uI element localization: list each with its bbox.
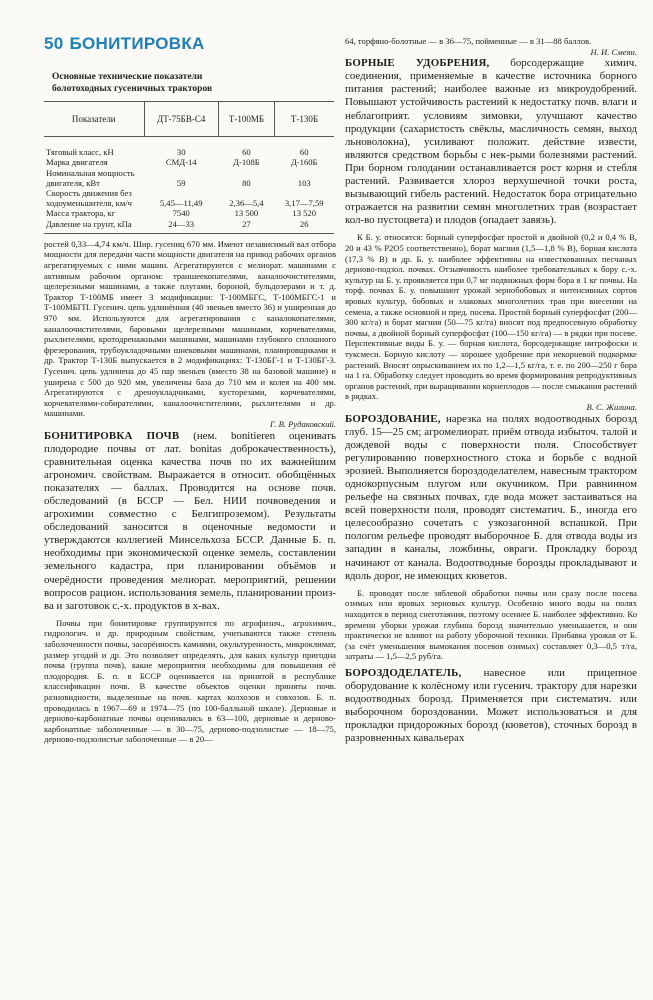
table-cell: Д-108Б (233, 157, 260, 168)
table-cell: 26 (274, 219, 334, 234)
table-cell: Номинальная мощность двигателя, кВт (46, 167, 135, 188)
entry-term: БОНИТИРОВКА ПОЧВ (44, 429, 180, 442)
table-cell: Тяговый класс, кН (46, 147, 114, 158)
table-cell: 60 (242, 147, 251, 158)
entry-term: БОРОЗДОВАНИЕ, (345, 412, 441, 425)
continuation-text: 64, торфяно-болотные — в 36—75, пойменные — в 31—88 баллов. (345, 36, 592, 46)
author-signature: В. С. Жилина. (586, 401, 637, 412)
table-row (44, 157, 334, 167)
table-cell: 24—33 (144, 219, 218, 234)
right-column (345, 36, 637, 745)
table-header-cell: ДТ-75БВ-С4 (144, 102, 218, 137)
entry-term: БОРОЗДОДЕЛАТЕЛЬ, (345, 666, 462, 679)
entry-body: нарезка на полях водоотводных борозд глуб. 15—25 см; агромелиорат. приём отвода избыточ. талой и дождевой воды с поверхности поля. Способствует регулированию поверхностного стока и борьбе с водной эрозией. Выполняется бороздоделателем, навесным трактором однокорпусным плугом или окучником. При равнинном рельефе на связных почвах, где вода может застаиваться на всей поверхности поля, проводят систематич. Б., иногда его целесообразно сочетать с узкозагонной вспашкой. При пологом рельефе проводят выборочное Б. для отвода воды из западин в каналы, ложбины, овраги. Прокладку борозд начинают от канала. Водоотводные борозды прокладывают и вдоль дорог, не имеющих кюветов. (345, 412, 637, 582)
entry-bornye-udobreniya (345, 57, 637, 227)
table-row (44, 219, 334, 234)
entry-body: (нем. bonitieren оценивать плодородие почвы от лат. bonitas доброкачественность), сравнительная оценка качества почв по их важнейшим агрономич. свойствам. Выражается в относит. обобщённых показателях — баллах. Проводится на основе почв. обследований (в БССР — Бел. НИИ почвоведения и агрохимии совместно с Белгипроземом). Результаты обследований заносятся в оценочные ведомости и утверждаются коллегией Минсельхоза БССР. Данные Б. п. необходимы при экономической оценке земель, составлении земельного кадастра, при планировании объёмов и очерёдности проведения мелиорат. мероприятий, решении вопросов рацион. использования земель, планировании произ-ва и заготовок с.-х. продуктов в х-вах. (44, 429, 336, 612)
table-caption (52, 72, 336, 95)
entry-borozdovanie (345, 413, 637, 583)
tractor-continuation: ростей 0,33—4,74 км/ч. Шир. гусениц 670 мм. Имеют независимый вал отбора мощности для передачи части мощности двигателя на привод рабочих органов агрегатируемых с ними машин. Агрегатируются с мелиорат. машинами с активным рабочим органом: траншеекопателями, каналоочистителями, щелерезными машинами, а также плугами, бороной, бульдозерами и т. д. Трактор Т-100МБ имеет 3 модификации: Т-100МБГС, Т-100МБГС-1 и Т-100МБГП. Гусенич. цепь удлинённая (40 звеньев вместо 36) и уширенная до 970 мм. Используются для агрегатирования с каналокопателями, каналоочистителями, баровыми щелерезными машинами, корчевателями, рыхлителями, кротодренажными машинами, машинами глубокого сплошного фрезерования, трубоукладочными шнековыми машинами, планировщиками и др. Трактор Т-130Б выпускается в 2 модификациях: Т-130БГ-1 и Т-130БГ-3. Гусенич. цепь удлинена до 45 пар звеньев (вместо 38 на базовой машине) и уширена с 500 до 920 мм, увеличены база до 710 мм и колея на 400 мм. Агрегатируются с дреноукладчиками, кусторезами, корчевателями, корчевателями-собирателями, каналоочистителями, рыхлителями и др. машинами. (44, 238, 336, 419)
entry-body: борсодержащие химич. соединения, применяемые в качестве источника борного питания растений; наиболее важные из микроудобрений. Повышают устойчивость растений к недостатку почв. влаги и неблагоприят. условиям зимовки, улучшают качество продукции (сахаристость свёклы, масличность семян, выход льноволокна), усиливают положит. действие извести, являются средством борьбы с нек-рыми болезнями растений. При борном голодании останавливается рост корня и стебля растений. Развивается хлороз верхушечной точки роста, вызывающий гибель растений. Недостаток бора отрицательно отражается на развитии семян многолетних трав (возрастает кол-во пустоцвета) и плодов (опадает завязь). (345, 57, 637, 227)
page-number: 50 (44, 34, 64, 53)
table-header-row (44, 102, 334, 137)
table-cell: 80 (242, 177, 251, 188)
entry-term: БОРНЫЕ УДОБРЕНИЯ, (345, 57, 490, 70)
table-cell: Д-160Б (290, 157, 318, 168)
continuation-with-signature (345, 36, 637, 47)
table-caption-line: болотоходных гусеничных тракторов (52, 83, 213, 94)
entry-bornye-details: К Б. у. относятся: борный суперфосфат простой и двойной (0,2 и 0,4 % B, 20 и 43 % P2O5 соответственно), борат магния (1,5—1,8 % B), борная кислота (17,3 % B) и др. Б. у. наиболее эффективны на известкованных песчаных дерново-подзол. почвах. Отзывчивость наиболее требовательных к бору с.-х. культур на Б. у. проявляется при 0,7 мг подвижных форм бора в 1 кг почвы. На торф. почвах Б. у. повышают урожай зернобобовых и интенсивных сортов яровых культур, бобовых и злаковых многолетних трав при внесении на семена, а также основной и пред. посева. Простой борный суперфосфат (200—300 кг/га) и борат магния (50—75 кг/га) вносят под предпосевную обработку почвы, а двойной борный суперфосфат (100—150 кг/га) — в рядки при посеве. Перспективные виды Б. у. — борная кислота, борсодержащие нитрофоски и туксмеси. Борную кислоту — хорошее удобрение при некорневой подкормке растений. Вносят опрыскиванием их по 1,2—1,5 кг/га, т. е. по 200—250 г бора на 1 га. Обработку следует проводить во время формирования репродуктивных органов растений, при выращивании корнеплодов — после смыкания растений в рядках. (345, 232, 637, 402)
table-cell: 13 520 (292, 208, 317, 219)
left-column (44, 72, 336, 745)
table-cell: 13 500 (234, 208, 259, 219)
entry-borozdodelatel (345, 667, 637, 746)
table-cell: Марка двигателя (46, 157, 108, 168)
table-header-cell: Т-100МБ (218, 102, 274, 137)
table-cell: Скорость движения без ходоуменьшителя, км/ч (46, 188, 132, 209)
author-signature: Н. И. Смеян. (590, 46, 637, 57)
table-cell: 27 (218, 219, 274, 234)
table-cell: Давление на грунт, кПа (44, 219, 144, 234)
table-cell: СМД-14 (165, 157, 197, 168)
table-row (44, 188, 334, 208)
table-cell: 2,36—5,4 (229, 198, 264, 209)
table-cell: 60 (299, 147, 309, 158)
entry-body: навесное или прицепное оборудование к колёсному или гусенич. трактору для нарезки водоотводных борозд. Применяется при систематич. или выборочном бороздовании. Может использоваться и для прокладки придорожных борозд (кюветов), сточных борозд в разровненных кавальерах (345, 666, 637, 745)
table-cell: 30 (176, 147, 186, 158)
table-row (44, 137, 334, 158)
table-cell: 3,17—7,59 (284, 198, 324, 209)
table-cell: 7540 (172, 208, 190, 219)
entry-borozdovanie-details: Б. проводят после зяблевой обработки почвы или сразу после посева озимых или яровых зерновых культур. Особенно много воды на полях находится в период снеготаяния, поэтому осеннее Б. наиболее эффективно. Ко времени уборки урожая глубина борозд значительно уменьшается, и они практически не влияют на работу уборочной техники. Прибавка урожая от Б. (за счёт уменьшения вымокания посевов озимых) составляет 0,3—0,5 т/га, затраты — 1,5—2,5 руб/га. (345, 587, 637, 662)
entry-bonitirovka (44, 430, 336, 613)
running-header (44, 34, 205, 54)
table-caption-line: Основные технические показатели (52, 72, 203, 82)
table-header-cell: Т-130Б (274, 102, 334, 137)
table-cell: 5,45—11,49 (159, 198, 203, 209)
table-row (44, 168, 334, 188)
running-title: БОНИТИРОВКА (69, 34, 205, 53)
table-cell: 103 (297, 177, 311, 188)
tech-table (44, 101, 334, 234)
table-row (44, 208, 334, 218)
author-signature: Г. В. Рудаковский. (270, 418, 336, 429)
table-cell: Масса трактора, кг (46, 208, 116, 219)
table-header-cell: Показатели (44, 102, 144, 137)
table-cell: 59 (176, 177, 186, 188)
entry-bonitirovka-details: Почвы при бонитировке группируются по агрофизич., агрохимич., гидрологич. и др. природным свойствам, учитываются также степень заболоченности почвы, засорённость камнями, окультуренность, микроклимат, размер угодий и др. Это позволяет определять, для каких культур пригодна почва (группа почв), какие мероприятия необходимы для повышения её плодородия. Б. п. в БССР оценивается на принятой в республике классификации почв. В качестве объектов оценки приняты почв. разновидности, выделенные на почв. картах колхозов и совхозов. Б. п. проводилась в 1967—69 и 1974—75 (по 100-балльной шкале). Дерновые и дерново-карбонатные почвы оценивались в 63—100, дерновые и дерново-карбонатные заболоченные — в 30—75, дерново-подзолистые — 18—75, дерново-подзолистые заболоченные — в 20— (44, 617, 336, 745)
